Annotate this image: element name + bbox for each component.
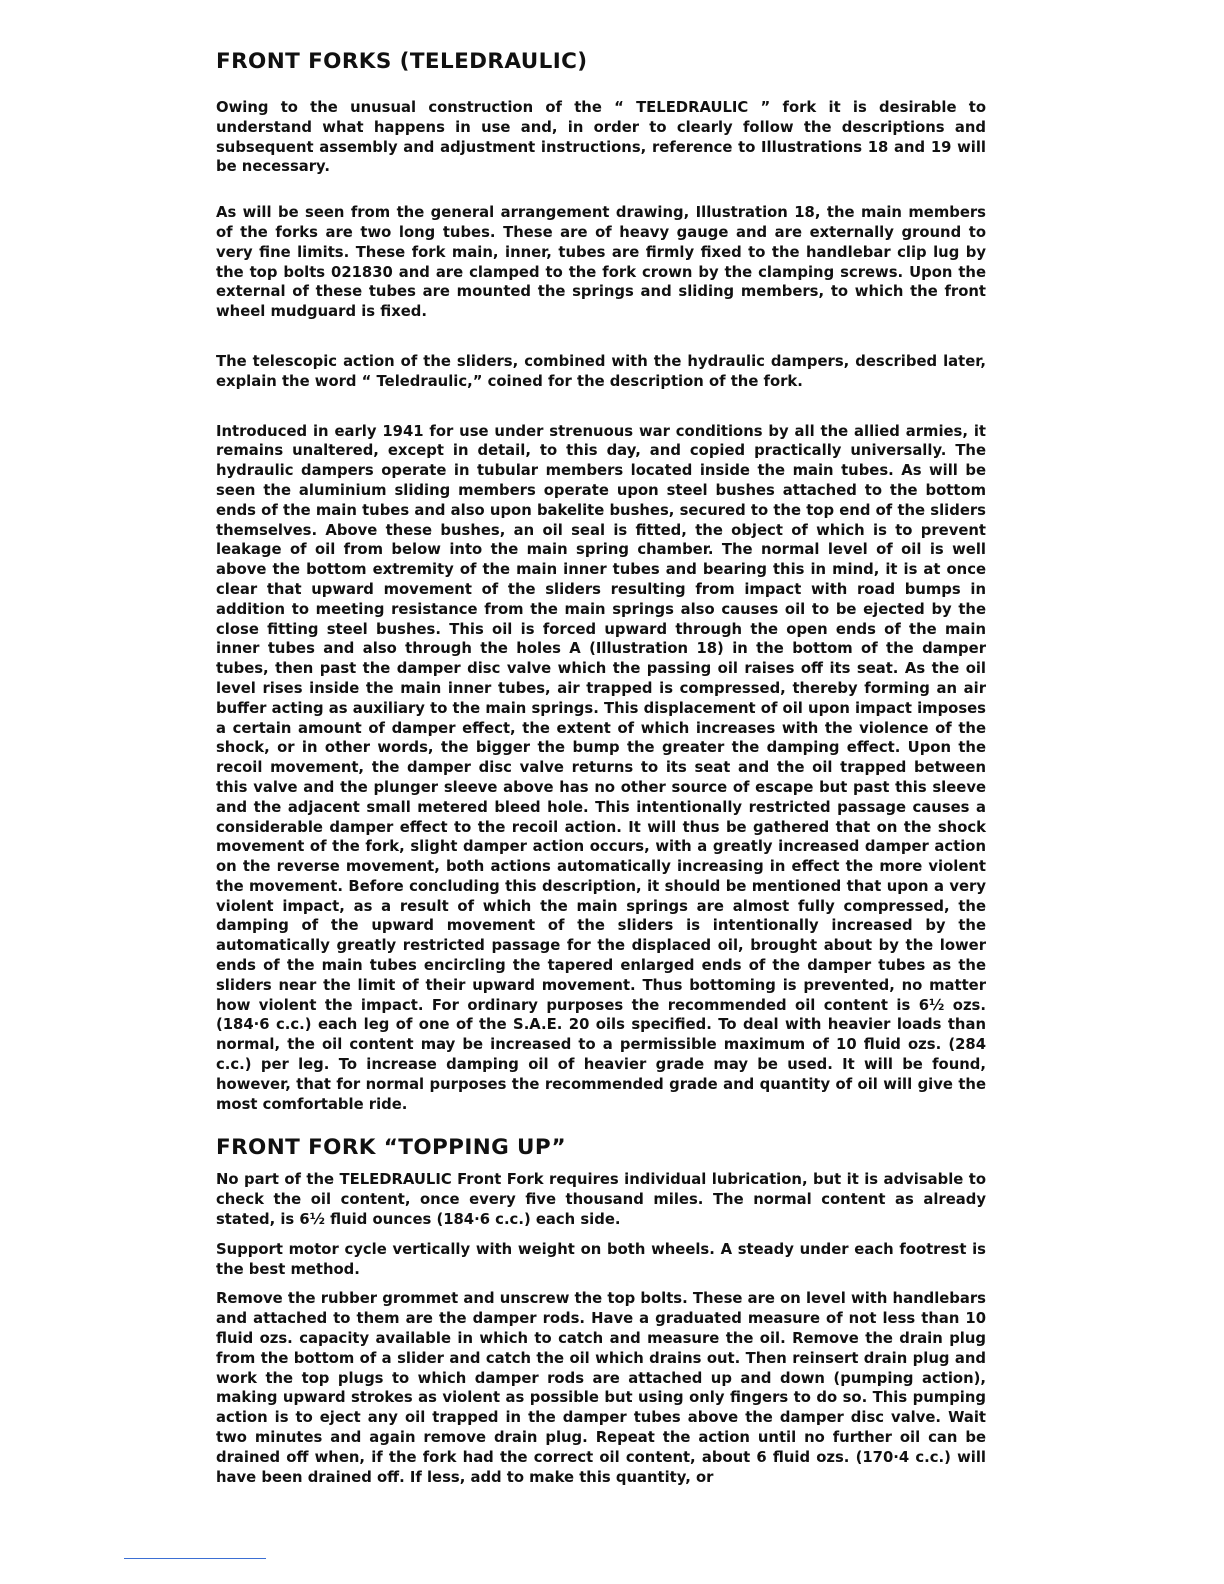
paragraph-oil-check: No part of the TELEDRAULIC Front Fork requires individual lubrication, but it is advisable to check the oil content, once every five thousand miles. The normal content as already stated, is 6½ fluid ounces (184·6 c.c.) each side.: [216, 1171, 986, 1229]
manual-page: [216, 40, 986, 1487]
paragraph-teledraulic-name: The telescopic action of the sliders, combined with the hydraulic dampers, described later, explain the word “ Teledraulic,” coined for the description of the fork.: [216, 352, 986, 390]
paragraph-intro: Owing to the unusual construction of the “ TELEDRAULIC ” fork it is desirable to understand what happens in use and, in order to clearly follow the descriptions and subsequent assembly and adjustment instructions, reference to Illustrations 18 and 19 will be necessary.: [216, 99, 986, 176]
paragraph-draining-procedure: Remove the rubber grommet and unscrew the top bolts. These are on level with handlebars and attached to them are the damper rods. Have a graduated measure of not less than 10 fluid ozs. capacity available in which to catch and measure the oil. Remove the drain plug from the bottom of a slider and catch the oil which drains out. Then reinsert drain plug and work the top plugs to which damper rods are attached up and down (pumping action), making upward strokes as violent as possible but using only fingers to do so. This pumping action is to eject any oil trapped in the damper tubes above the damper disc valve. Wait two minutes and again remove drain plug. Repeat the action until no further oil can be drained off when, if the fork had the correct oil content, about 6 fluid ozs. (170·4 c.c.) will have been drained off. If less, add to make this quantity, or: [216, 1290, 986, 1486]
paragraph-support: Support motor cycle vertically with weight on both wheels. A steady under each footrest is the best method.: [216, 1240, 986, 1278]
footer-rule: [124, 1558, 266, 1559]
section-heading-front-forks: FRONT FORKS (TELEDRAULIC): [216, 49, 588, 74]
section-heading-topping-up: FRONT FORK “TOPPING UP”: [216, 1135, 566, 1161]
paragraph-general-arrangement: As will be seen from the general arrangement drawing, Illustration 18, the main members of the forks are two long tubes. These are of heavy gauge and are externally ground to very fine limits. These fork main, inner, tubes are firmly fixed to the handlebar clip lug by the top bolts 021830 and are clamped to the fork crown by the clamping screws. Upon the external of these tubes are mounted the springs and sliding members, to which the front wheel mudguard is fixed.: [216, 204, 986, 321]
paragraph-operation: Introduced in early 1941 for use under strenuous war conditions by all the allied armies, it remains unaltered, except in detail, to this day, and copied practically universally. The hydraulic dampers operate in tubular members located inside the main tubes. As will be seen the aluminium sliding members operate upon steel bushes attached to the bottom ends of the main tubes and also upon bakelite bushes, secured to the top end of the sliders themselves. Above these bushes, an oil seal is fitted, the object of which is to prevent leakage of oil from below into the main spring chamber. The normal level of oil is well above the bottom extremity of the main inner tubes and bearing this in mind, it is at once clear that upward movement of the sliders resulting from impact with road bumps in addition to meeting resistance from the main springs also causes oil to be ejected by the close fitting steel bushes. This oil is forced upward through the open ends of the main inner tubes and also through the holes A (Illustration 18) in the bottom of the damper tubes, then past the damper disc valve which the passing oil raises off its seat. As the oil level rises inside the main inner tubes, air trapped is compressed, thereby forming an air buffer acting as auxiliary to the main springs. This displacement of oil upon impact imposes a certain amount of damper effect, the extent of which increases with the violence of the shock, or in other words, the bigger the bump the greater the damping effect. Upon the recoil movement, the damper disc valve returns to its seat and the oil trapped between this valve and the plunger sleeve above has no other source of escape but past this sleeve and the adjacent small metered bleed hole. This intentionally restricted passage causes a considerable damper effect to the recoil action. It will thus be gathered that on the shock movement of the fork, slight damper action occurs, with a greatly increased damper action on the reverse movement, both actions automatically increasing in effect the more violent the movement. Before concluding this description, it should be mentioned that upon a very violent impact, as a result of which the main springs are almost fully compressed, the damping of the upward movement of the sliders is intentionally increased by the automatically greatly restricted passage for the displaced oil, brought about by the lower ends of the main tubes encircling the tapered enlarged ends of the damper tubes as the sliders near the limit of their upward movement. Thus bottoming is prevented, no matter how violent the impact. For ordinary purposes the recommended oil content is 6½ ozs. (184·6 c.c.) each leg of one of the S.A.E. 20 oils specified. To deal with heavier loads than normal, the oil content may be increased to a permissible maximum of 10 fluid ozs. (284 c.c.) per leg. To increase damping oil of heavier grade may be used. It will be found, however, that for normal purposes the recommended grade and quantity of oil will give the most comfortable ride.: [216, 422, 986, 1113]
